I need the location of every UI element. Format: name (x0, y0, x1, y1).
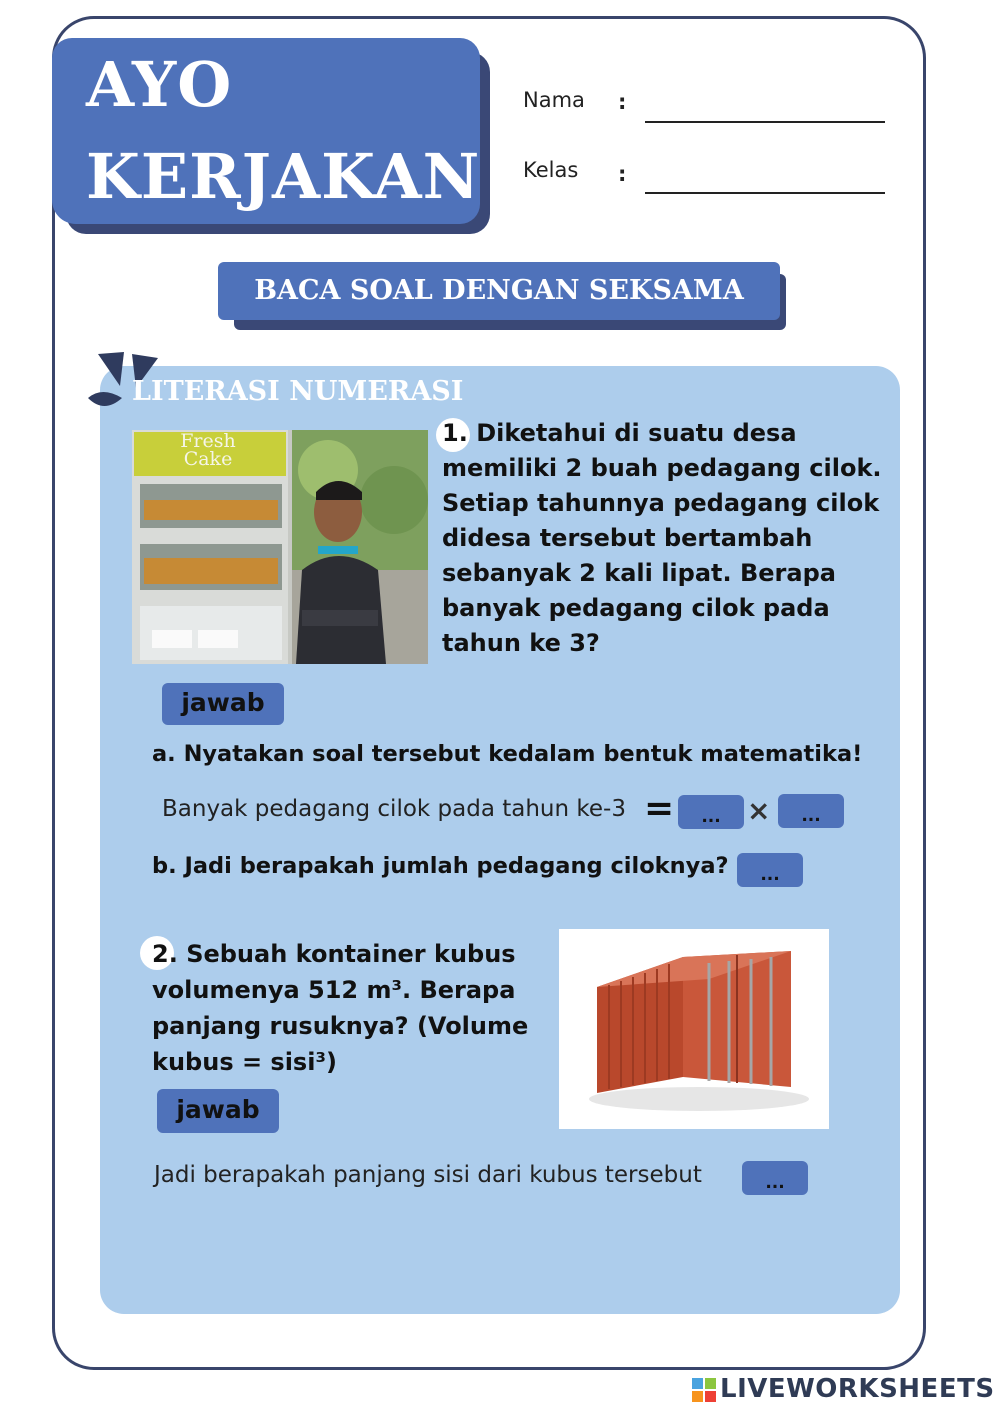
answer-field-4[interactable]: ... (742, 1161, 808, 1195)
question-1-jawab-button[interactable]: jawab (162, 683, 284, 725)
question-1-line: memiliki 2 buah pedagang cilok. (442, 454, 882, 482)
question-1-part-a: a. Nyatakan soal tersebut kedalam bentuk matematika! (152, 741, 863, 767)
liveworksheets-logo-text: LIVEWORKSHEETS (720, 1374, 995, 1404)
section-title: LITERASI NUMERASI (132, 376, 464, 407)
title-line-1: AYO (86, 48, 233, 121)
question-2-number: 2. (152, 940, 178, 968)
question-2-jawab-button[interactable]: jawab (157, 1089, 279, 1133)
question-1-part-b: b. Jadi berapakah jumlah pedagang ciloknya? (152, 853, 729, 879)
nama-colon: : (618, 90, 627, 114)
kelas-input-line[interactable] (645, 192, 885, 194)
question-1-number: 1. (442, 419, 468, 447)
question-2-line: Sebuah kontainer kubus (186, 940, 516, 968)
question-1-line: banyak pedagang cilok pada (442, 594, 830, 622)
question-2-line: panjang rusuknya? (Volume (152, 1012, 529, 1040)
question-2-line: volumenya 512 m³. Berapa (152, 976, 516, 1004)
question-1-text (442, 416, 882, 661)
times-sign: × (747, 794, 771, 827)
question-1-expression: Banyak pedagang cilok pada tahun ke-3 (162, 796, 626, 822)
kelas-label: Kelas (523, 158, 579, 182)
question-2-line: kubus = sisi³) (152, 1048, 337, 1076)
liveworksheets-logo-icon (692, 1378, 716, 1402)
question-1-line: Diketahui di suatu desa (476, 419, 797, 447)
question-2-text (152, 936, 528, 1080)
equals-sign: = (644, 788, 675, 829)
answer-field-1[interactable]: ... (678, 795, 744, 829)
answer-field-3[interactable]: ... (737, 853, 803, 887)
kelas-colon: : (618, 162, 627, 186)
instruction-banner: BACA SOAL DENGAN SEKSAMA (218, 262, 780, 320)
fresh-cake-sign (132, 432, 284, 468)
question-1-line: didesa tersebut bertambah (442, 524, 813, 552)
question-1-line: tahun ke 3? (442, 629, 600, 657)
question-1-line: sebanyak 2 kali lipat. Berapa (442, 559, 836, 587)
question-2-final-text: Jadi berapakah panjang sisi dari kubus tersebut (154, 1162, 702, 1188)
nama-input-line[interactable] (645, 121, 885, 123)
question-1-line: Setiap tahunnya pedagang cilok (442, 489, 880, 517)
shipping-container-image (559, 929, 829, 1129)
answer-field-2[interactable]: ... (778, 794, 844, 828)
title-line-2: KERJAKAN (86, 140, 481, 213)
sign-line-1: Fresh (180, 430, 236, 452)
nama-label: Nama (523, 88, 585, 112)
sign-line-2: Cake (183, 448, 233, 470)
